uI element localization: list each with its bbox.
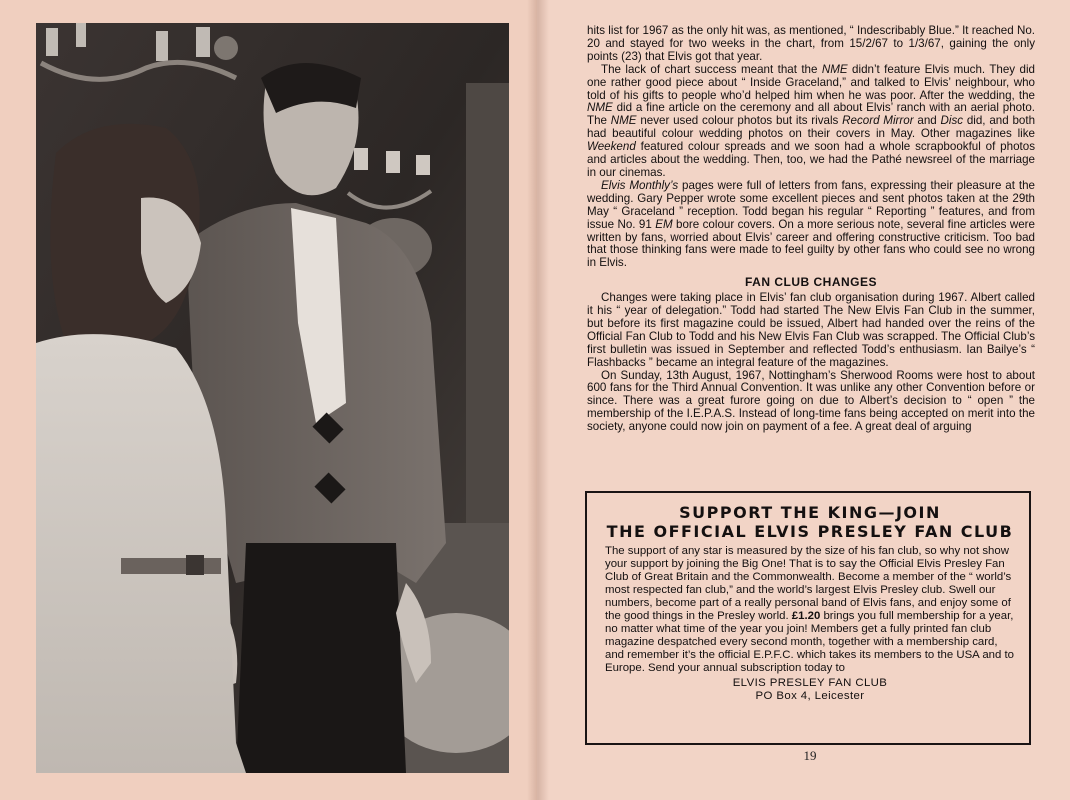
page-gutter [527,0,549,800]
advert-text: brings you full membership for a year, no matter what time of the year you join! Members get a fully printed fan club magazine despatched every second month, together with a membership card, and remember it’s the official E.P.F.C. which takes its members to the USA and to Europe. Send your annual subscription today to [605,609,1014,674]
publication-title: Record Mirror [842,114,914,128]
article-paragraph [587,292,1035,369]
advert-title [605,503,1015,541]
paragraph-text: The lack of chart success meant that the [601,62,822,76]
paragraph-text: On Sunday, 13th August, 1967, Nottingham’s Sherwood Rooms were host to about 600 fans for the Third Annual Convention. It was unlike any other Convention before or since. There was a great furore going on due to Albert’s decision to “ open ” the membership of the I.E.P.A.S. Instead of long-time fans being accepted on merit into the society, anyone could now join on payment of a fee. A great deal of arguing [587,368,1035,434]
paragraph-text: bore colour covers. On a more serious note, several fine articles were written by fans, worried about Elvis’ career and offering constructive criticism. Too bad that those thinking fans were made to feel guilty by other fans who could see no wrong in Elvis. [587,217,1035,270]
advert-title-line: THE OFFICIAL ELVIS PRESLEY FAN CLUB [606,522,1014,541]
paragraph-text: Changes were taking place in Elvis’ fan club organisation during 1967. Albert called it his “ year of delegation.” Todd had started The New Elvis Fan Club in the summer, but before its first magazine could be issued, Albert had handed over the reins of the Official Fan Club to Todd and his New Elvis Fan Club was scrapped. The Official Club’s first bulletin was issued in September and reflected Todd’s enthusiasm. Ian Bailye’s “ Flashbacks ” became an integral feature of the magazines. [587,291,1035,369]
address-line: ELVIS PRESLEY FAN CLUB [732,676,888,689]
publication-title: Weekend [587,140,636,154]
paragraph-text: never used colour photos but its rivals [636,114,843,128]
paragraph-text: did, and both had beautiful colour wedding photos on their covers in May. Other magazines like [587,114,1036,141]
article-paragraph [587,180,1035,270]
publication-title: EM [655,217,673,231]
fan-club-advert [585,491,1031,745]
article-text [587,25,1035,434]
paragraph-text: did a fine article on the ceremony and all about Elvis’ ranch with an aerial photo. The [587,101,1035,128]
advert-body [605,545,1015,675]
publication-title: NME [610,114,637,128]
photograph-couple [36,23,509,773]
page-number: 19 [803,748,817,763]
advert-title-line: SUPPORT THE KING—JOIN [679,503,941,522]
advert-text: The support of any star is measured by the size of his fan club, so why not show your support by joining the Big One! That is to say the Official Elvis Presley Fan Club of Great Britain and the Commonwealth. Become a member of the “ world’s most respected fan club,” and the world’s largest Elvis Presley club. Swell our numbers, become part of a really personal band of Elvis fans, and enjoy some of the good things in the Presley world. [605,545,1012,622]
photo-illustration [36,23,509,773]
address-line: PO Box 4, Leicester [755,689,865,702]
membership-price: £1.20 [791,609,821,622]
article-paragraph [587,64,1035,180]
publication-title: Disc [940,114,964,128]
paragraph-text: featured colour spreads and we soon had a whole scrapbookful of photos and articles about the wedding. Then, too, we had the Pathé newsreel of the marriage in our cinemas. [587,140,1035,179]
paragraph-text: pages were full of letters from fans, expressing their pleasure at the wedding. Gary Pepper wrote some excellent pieces and sent photos taken at the 29th May “ Graceland ” reception. Todd began his regular “ Reporting ” features, and from issue No. 91 [587,178,1035,231]
article-paragraph [587,370,1035,435]
section-heading: FAN CLUB CHANGES [744,275,877,290]
article-paragraph [587,25,1035,64]
publication-title: NME [587,101,613,115]
paragraph-text: and [913,114,941,128]
publication-title: NME [821,62,848,76]
paragraph-text: hits list for 1967 as the only hit was, as mentioned, “ Indescribably Blue.” It reached No. 20 and stayed for two weeks in the chart, from 15/2/67 to 1/3/67, gaining the only points (23) that Elvis got that year. [587,24,1035,63]
paragraph-text: didn’t feature Elvis much. They did one rather good piece about “ Inside Graceland,” and talked to Elvis’ neighbour, who told of his gifts to people who’d helped him when he was poor. After the wedding, the [587,62,1035,102]
club-address [605,677,1015,703]
publication-title: Elvis Monthly’s [601,178,679,192]
